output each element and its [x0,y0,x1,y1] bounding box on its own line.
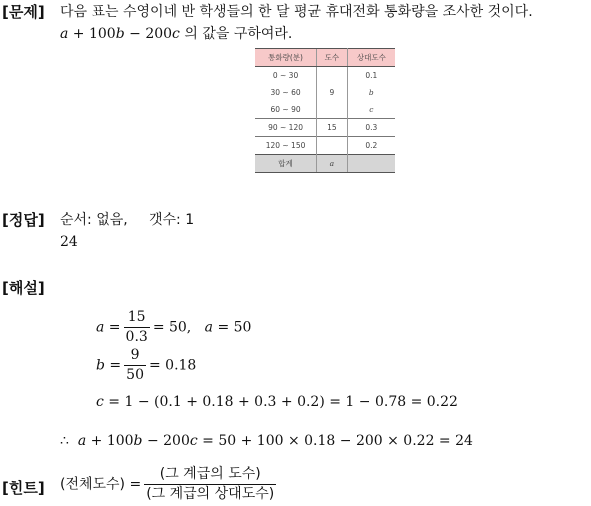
table-cell: 90 ~ 120 [255,119,317,137]
table-cell: 15 [317,119,348,137]
solution-conclusion: ∴ a + 100b − 200c = 50 + 100 × 0.18 − 200 × 0.22 = 24 [60,433,473,449]
table-row [255,84,395,101]
table-cell: 0.3 [347,119,395,137]
problem-expression: a + 100b − 200c 의 값을 구하여라. [60,26,293,42]
therefore-symbol: ∴ [60,433,69,449]
header-cell: 통화량(분) [255,49,317,67]
table-row [255,137,395,155]
solution-line-c: c = 1 − (0.1 + 0.18 + 0.3 + 0.2) = 1 − 0.78 = 0.22 [96,394,458,410]
frequency-table [255,48,395,173]
table-row [255,119,395,137]
answer-count: 갯수: 1 [149,212,195,228]
problem-tag: [문제] [2,3,45,21]
header-cell: 상대도수 [347,49,395,67]
fraction: $\frac{15}{0.3}$ [125,309,148,345]
fraction: $\frac{9}{50}$ [126,347,144,383]
table-footer-row [255,155,395,173]
table-row [255,101,395,119]
table-cell: 9 [317,84,348,101]
table-cell: 0.1 [365,71,378,80]
table-cell: 0 ~ 30 [272,71,299,80]
solution-line-b: b = $\frac{9}{50}$ = 0.18 [96,347,197,383]
table-cell: b [368,88,374,97]
table-header-row [255,49,395,67]
hint-formula: (전체도수) = $\frac{\text{(그 계급의 도수)}}{\text{(그 계급의 상대도수)}}$ [60,466,275,502]
answer-tag: [정답] [2,211,45,229]
table-cell: 0.2 [347,137,395,155]
footer-cell [347,155,395,173]
problem-text-tail: 의 값을 구하여라. [184,26,293,42]
table-cell [317,137,348,155]
answer-value: 24 [60,234,78,250]
footer-cell: 합계 [255,155,317,173]
header-cell: 도수 [317,49,348,67]
table-row [255,67,395,85]
table-cell: 30 ~ 60 [270,88,301,97]
table-cell: c [369,105,374,114]
footer-cell: a [317,155,348,173]
hint-tag: [힌트] [2,479,45,497]
solution-tag: [해설] [2,279,45,297]
solution-line-a: a = $\frac{15}{0.3}$ = 50, a = 50 [96,309,252,345]
table-cell [317,101,348,119]
table-cell: 60 ~ 90 [270,105,301,114]
table-cell [317,67,348,85]
problem-text: 다음 표는 수영이네 반 학생들의 한 달 평균 휴대전화 통화량을 조사한 것이다. [60,4,533,20]
fraction: $\frac{\text{(그 계급의 도수)}}{\text{(그 계급의 상대도수)}}$ [146,466,275,502]
table-cell: 120 ~ 150 [255,137,317,155]
answer-order: 순서: 없음, [60,212,128,228]
